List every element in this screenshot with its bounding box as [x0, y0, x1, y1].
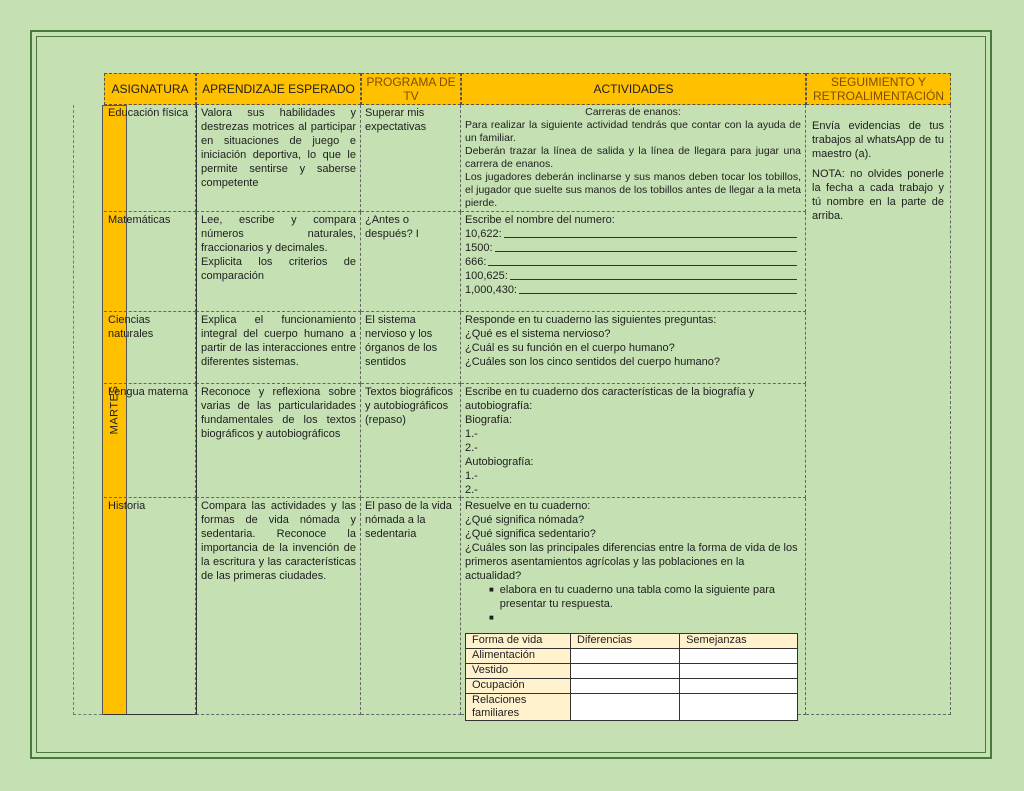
header-seguimiento-label: SEGUIMIENTO Y RETROALIMENTACIÓN	[812, 75, 945, 103]
header-aprendizaje	[196, 73, 361, 105]
subject-label: Educación física	[108, 107, 189, 119]
header-aprendizaje-label: APRENDIZAJE ESPERADO	[202, 82, 355, 96]
day-column-spacer	[73, 105, 102, 715]
table-row-label: Relaciones familiares	[466, 694, 571, 721]
row-3-activity	[461, 312, 806, 384]
activity-line: Biografía:	[465, 414, 513, 426]
activity-line: 2.-	[465, 484, 478, 496]
row-5-learning	[196, 498, 361, 715]
header-seguimiento	[806, 73, 951, 105]
header-asignatura-label: ASIGNATURA	[111, 82, 189, 96]
table-row	[466, 694, 798, 721]
activity-line: ¿Cuáles son los cinco sentidos del cuerpo humano?	[465, 356, 720, 368]
program-text: Textos biográficos y autobiográficos (repaso)	[365, 386, 454, 426]
table-row-label: Alimentación	[466, 649, 571, 664]
row-5-subject	[104, 498, 196, 715]
table-row	[466, 649, 798, 664]
number-label: 1,000,430:	[465, 284, 517, 296]
learning-text: Compara las actividades y las formas de vida nómada y sedentaria. Reconoce la importancia de la invención de la escritura y las características de las primeras ciudades.	[201, 500, 356, 582]
number-label: 10,622:	[465, 228, 502, 240]
subject-label: Matemáticas	[108, 214, 171, 226]
program-text: El sistema nervioso y los órganos de los sentidos	[365, 314, 438, 368]
comparison-table	[465, 633, 798, 721]
table-header-cell: Forma de vida	[466, 634, 571, 649]
table-row	[466, 679, 798, 694]
header-programa	[361, 73, 461, 105]
table-cell	[680, 694, 798, 721]
row-4-program	[361, 384, 461, 498]
number-line	[465, 227, 801, 241]
row-1-learning	[196, 105, 361, 212]
learning-text: Valora sus habilidades y destrezas motrices al participar en situaciones de juego e iniciación deportiva, lo que le permite sentirse y saberse competente	[201, 107, 356, 189]
activity-line: ¿Cuáles son las principales diferencias entre la forma de vida de los primeros asentamientos agrícolas y las poblaciones en la actualidad?	[465, 542, 798, 582]
activity-line: 1.-	[465, 470, 478, 482]
bullet-text: elabora en tu cuaderno una tabla como la siguiente para presentar tu respuesta.	[499, 584, 775, 610]
table-cell	[571, 694, 680, 721]
activity-line: ¿Qué es el sistema nervioso?	[465, 328, 611, 340]
activity-title: Escribe el nombre del numero:	[465, 214, 615, 226]
row-4-subject	[104, 384, 196, 498]
row-3-subject	[104, 312, 196, 384]
row-3-program	[361, 312, 461, 384]
row-2-subject	[104, 212, 196, 312]
activity-line: 2.-	[465, 442, 478, 454]
table-header-cell: Semejanzas	[680, 634, 798, 649]
bullet-item-empty	[465, 611, 801, 625]
row-1-activity	[461, 105, 806, 212]
subject-label: Ciencias naturales	[108, 314, 154, 340]
activity-line: Resuelve en tu cuaderno:	[465, 500, 591, 512]
row-3-learning	[196, 312, 361, 384]
followup-cell	[806, 105, 951, 715]
answer-blank	[495, 241, 797, 252]
number-label: 1500:	[465, 242, 493, 254]
answer-blank	[488, 255, 797, 266]
row-2-program	[361, 212, 461, 312]
activity-line: Para realizar la siguiente actividad tendrás que contar con la ayuda de un familiar.	[465, 119, 801, 144]
answer-blank	[504, 227, 797, 238]
table-header-row	[466, 634, 798, 649]
number-line	[465, 255, 801, 269]
table-cell	[571, 664, 680, 679]
header-asignatura	[104, 73, 196, 105]
activity-line: ¿Cuál es su función en el cuerpo humano?	[465, 342, 675, 354]
number-label: 666:	[465, 256, 487, 268]
activity-line: Escribe en tu cuaderno dos características de la biografía y autobiografía:	[465, 386, 755, 412]
number-line	[465, 269, 801, 283]
followup-note: NOTA: no olvides ponerle la fecha a cada trabajo y tú nombre en la parte de arriba.	[812, 168, 944, 222]
table-cell	[571, 649, 680, 664]
table-row	[466, 664, 798, 679]
table-cell	[680, 649, 798, 664]
header-actividades	[461, 73, 806, 105]
activity-line: Responde en tu cuaderno las siguientes preguntas:	[465, 314, 717, 326]
table-header-cell: Diferencias	[571, 634, 680, 649]
activity-line: 1.-	[465, 428, 478, 440]
table-cell	[571, 679, 680, 694]
answer-blank	[510, 269, 797, 280]
learning-text: Explicita los criterios de comparación	[201, 256, 356, 282]
table-row-label: Ocupación	[466, 679, 571, 694]
activity-line: Autobiografía:	[465, 456, 534, 468]
activity-line: ¿Qué significa nómada?	[465, 514, 585, 526]
row-2-activity	[461, 212, 806, 312]
row-4-learning	[196, 384, 361, 498]
row-5-activity	[461, 498, 806, 719]
row-2-learning	[196, 212, 361, 312]
header-programa-label: PROGRAMA DE TV	[366, 75, 456, 103]
day-label: MARTES	[108, 385, 121, 435]
subject-label: Lengua materna	[108, 386, 189, 398]
header-actividades-label: ACTIVIDADES	[593, 82, 674, 96]
activity-title: Carreras de enanos:	[585, 106, 681, 118]
square-bullet-icon: ■	[489, 585, 494, 594]
learning-text: Reconoce y reflexiona sobre varias de las particularidades fundamentales de los textos biográficos y autobiográficos	[201, 386, 356, 440]
followup-text: Envía evidencias de tus trabajos al whatsApp de tu maestro (a).	[812, 120, 944, 160]
bullet-item	[465, 583, 801, 611]
activity-line: Los jugadores deberán inclinarse y sus manos deben tocar los tobillos, el jugador que suelte sus manos de los tobillos antes de llegar a la meta pierde.	[465, 171, 801, 209]
program-text: Superar mis expectativas	[365, 107, 427, 133]
table-cell	[680, 664, 798, 679]
number-label: 100,625:	[465, 270, 508, 282]
program-text: ¿Antes o después? I	[365, 214, 419, 240]
number-line	[465, 283, 801, 297]
row-5-program	[361, 498, 461, 715]
row-1-subject	[104, 105, 196, 212]
learning-text: Explica el funcionamiento integral del cuerpo humano a partir de las interacciones entre diferentes sistemas.	[201, 314, 356, 368]
square-bullet-icon: ■	[489, 613, 494, 622]
answer-blank	[519, 283, 797, 294]
activity-line: Deberán trazar la línea de salida y la línea de llegara para jugar una carrera de enanos.	[465, 145, 801, 170]
row-1-program	[361, 105, 461, 212]
table-cell	[680, 679, 798, 694]
schedule-document	[73, 73, 951, 719]
row-4-activity	[461, 384, 806, 498]
activity-line: ¿Qué significa sedentario?	[465, 528, 596, 540]
subject-label: Historia	[108, 500, 146, 512]
program-text: El paso de la vida nómada a la sedentaria	[365, 500, 452, 540]
number-line	[465, 241, 801, 255]
learning-text: Lee, escribe y compara números naturales, fraccionarios y decimales.	[201, 214, 356, 254]
table-row-label: Vestido	[466, 664, 571, 679]
